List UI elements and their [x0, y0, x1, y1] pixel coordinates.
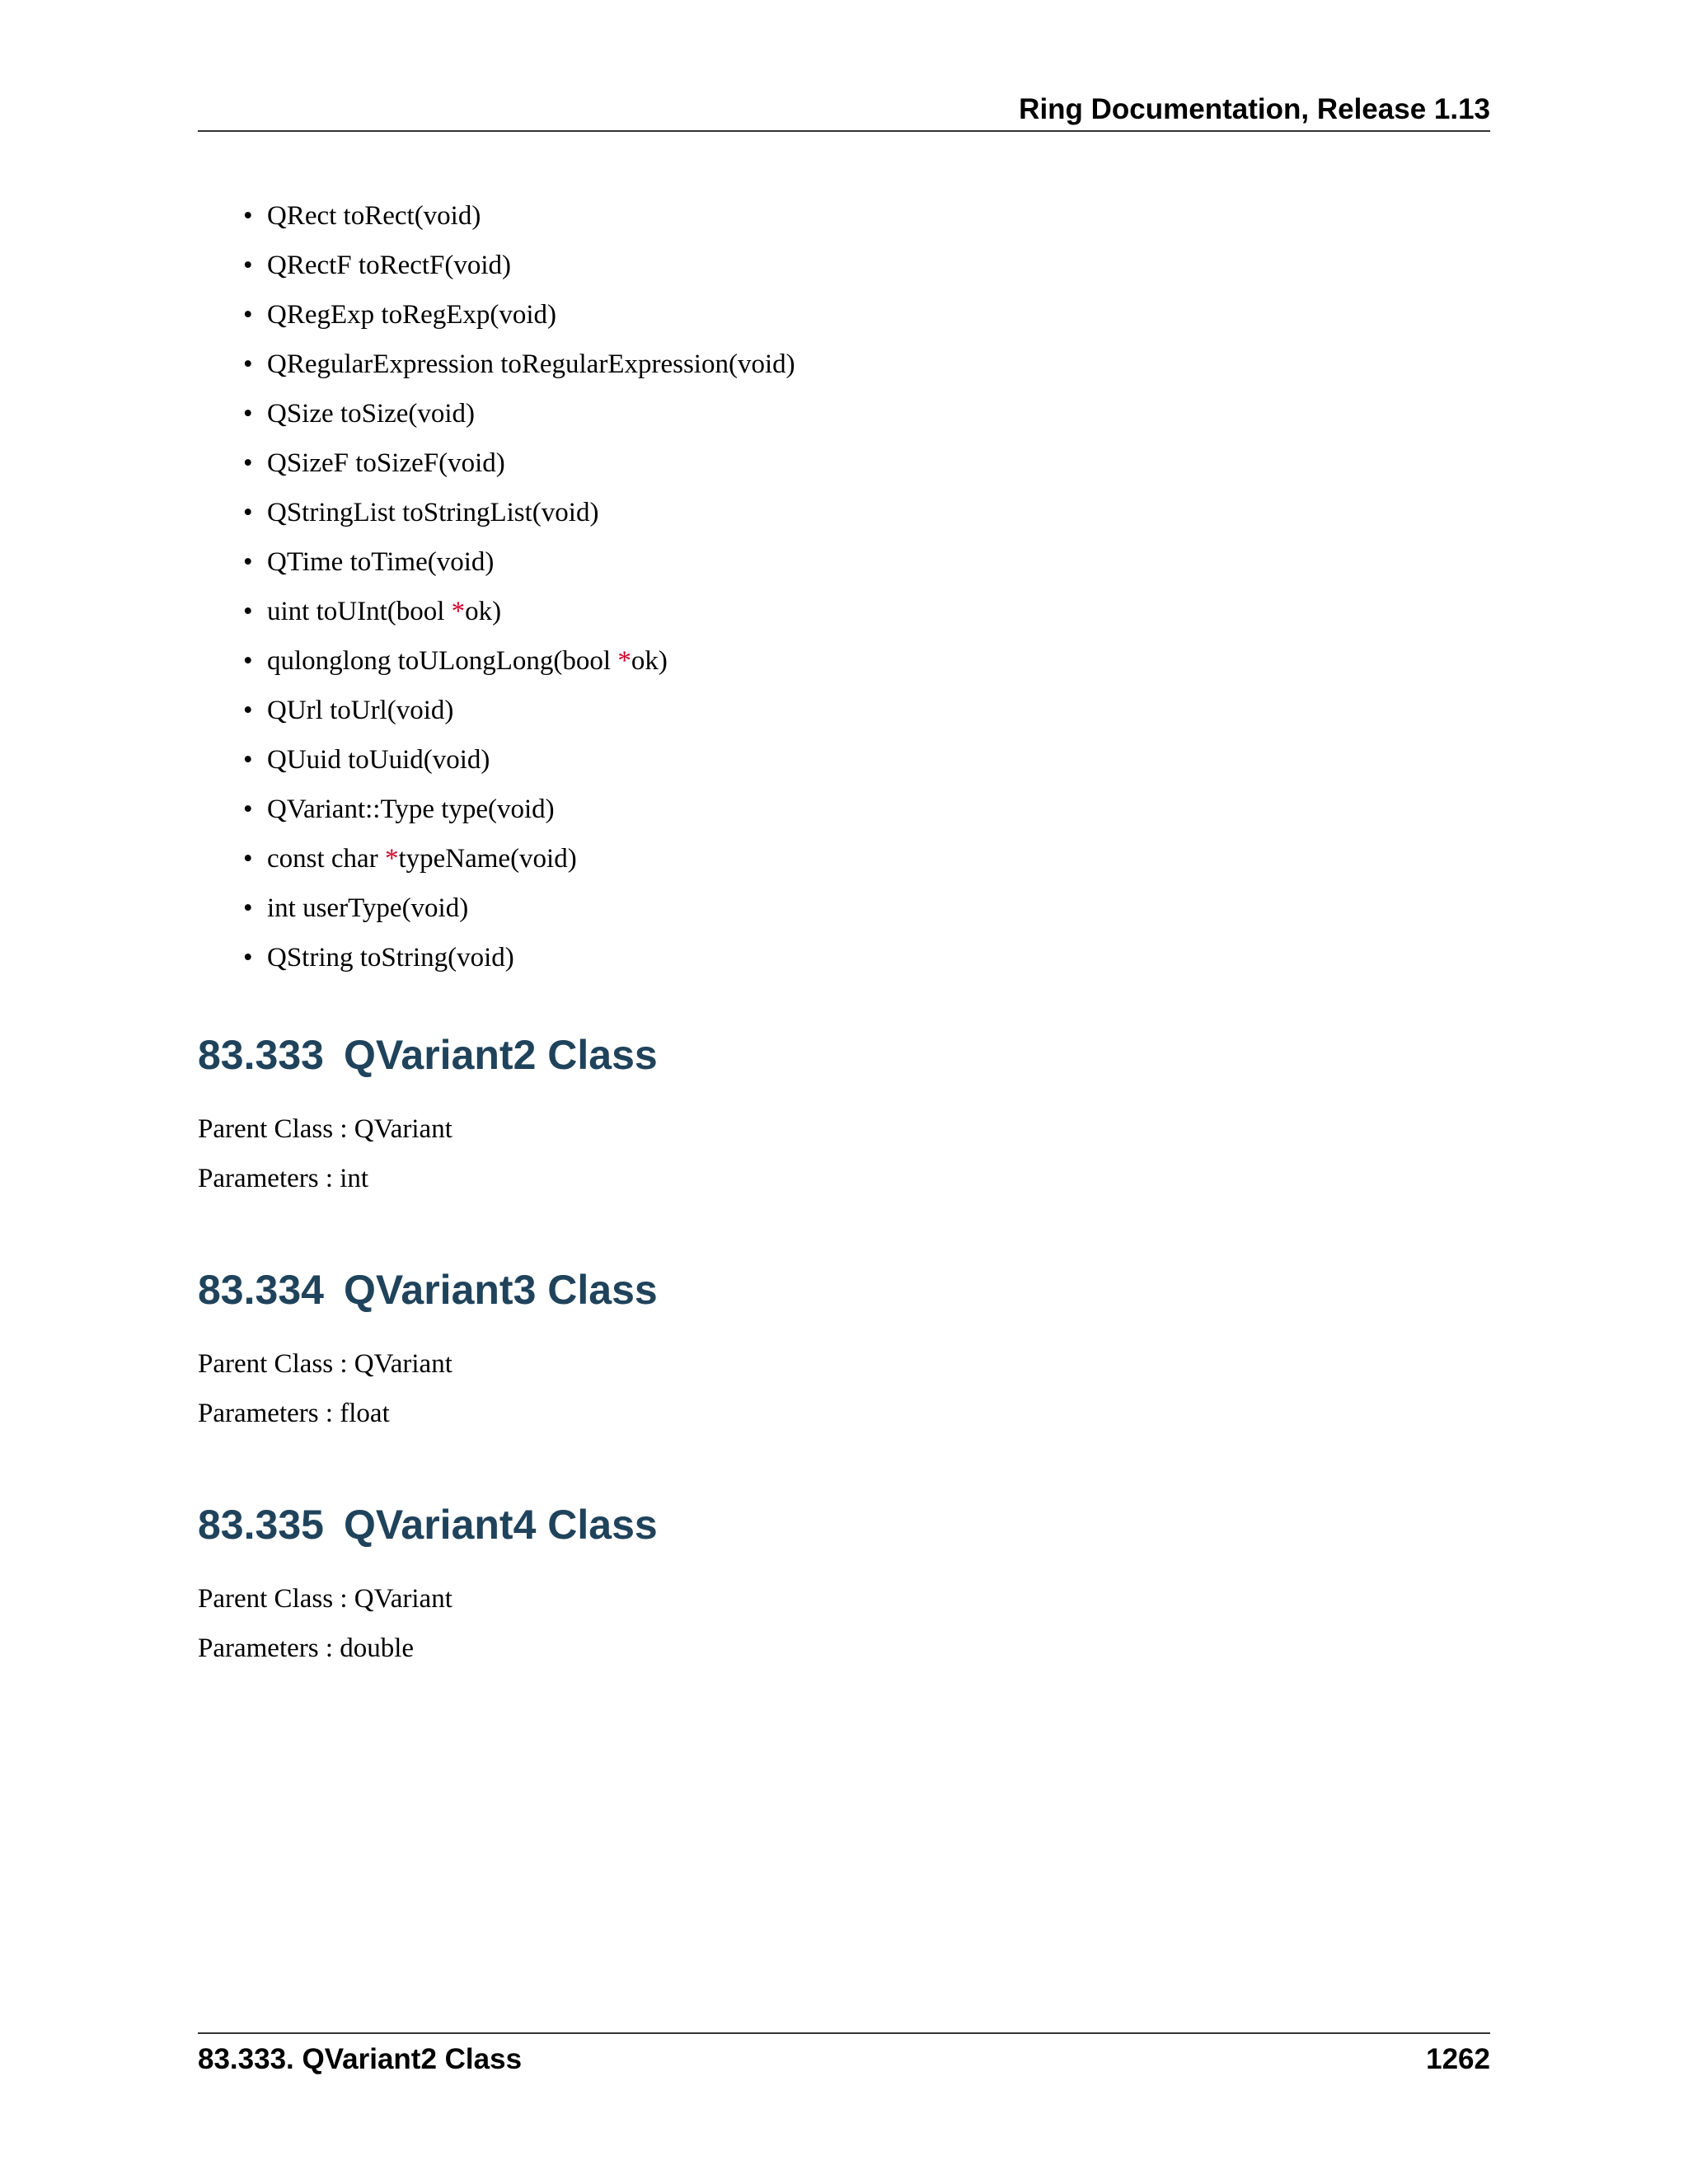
section-number: 83.335 [198, 1502, 324, 1548]
footer-section-title: 83.333. QVariant2 Class [198, 2043, 523, 2075]
bullet: • [243, 794, 253, 824]
method-text: QRectF toRectF(void) [267, 251, 512, 280]
parent-class-text: Parent Class : QVariant [198, 1114, 452, 1144]
bullet: • [243, 943, 253, 972]
bullet: • [243, 349, 253, 379]
method-item [198, 198, 1490, 247]
pointer-star: * [384, 844, 399, 874]
section-heading [198, 1030, 1490, 1080]
method-text: QSizeF toSizeF(void) [267, 448, 505, 478]
method-text-rest: typeName(void) [398, 844, 577, 874]
bullet: • [243, 893, 253, 923]
section-title: QVariant4 Class [343, 1502, 658, 1548]
method-text: int userType(void) [267, 893, 469, 923]
method-text: QUrl toUrl(void) [267, 696, 454, 725]
method-item [198, 742, 1490, 791]
method-text: QRect toRect(void) [267, 201, 481, 231]
method-item [198, 544, 1490, 593]
bullet: • [243, 201, 253, 231]
bullet: • [243, 745, 253, 775]
bullet: • [243, 547, 253, 577]
section-qvariant3 [198, 1265, 1490, 1432]
section-title: QVariant2 Class [343, 1032, 658, 1078]
section-qvariant4 [198, 1500, 1490, 1666]
method-item [198, 692, 1490, 742]
method-item [198, 841, 1490, 890]
bullet: • [243, 448, 253, 478]
method-item [198, 643, 1490, 692]
method-text: const char [267, 844, 385, 874]
bullet: • [243, 696, 253, 725]
parameters-text: Parameters : float [198, 1399, 390, 1428]
method-list [198, 198, 1490, 989]
method-item [198, 297, 1490, 346]
method-text: QRegExp toRegExp(void) [267, 300, 557, 330]
method-text: QString toString(void) [267, 943, 514, 972]
method-item [198, 346, 1490, 396]
method-text: QVariant::Type type(void) [267, 794, 555, 824]
method-text: QSize toSize(void) [267, 399, 476, 429]
bullet: • [243, 597, 253, 626]
parameters-text: Parameters : int [198, 1164, 369, 1193]
method-item [198, 396, 1490, 445]
parameters-text: Parameters : double [198, 1633, 415, 1663]
method-item [198, 593, 1490, 643]
section-number: 83.333 [198, 1032, 324, 1078]
method-item [198, 494, 1490, 544]
bullet: • [243, 399, 253, 429]
section-number: 83.334 [198, 1267, 324, 1313]
method-text-rest: ok) [465, 597, 502, 626]
method-text: uint toUInt(bool [267, 597, 452, 626]
method-text: QStringList toStringList(void) [267, 498, 599, 527]
section-heading [198, 1265, 1490, 1315]
method-text-rest: ok) [631, 646, 668, 676]
method-text: QRegularExpression toRegularExpression(void) [267, 349, 795, 379]
bullet: • [243, 646, 253, 676]
page-header [198, 92, 1490, 132]
pointer-star: * [451, 597, 466, 626]
method-text: QUuid toUuid(void) [267, 745, 490, 775]
method-text: QTime toTime(void) [267, 547, 495, 577]
method-item [198, 890, 1490, 940]
method-item [198, 940, 1490, 989]
header-title: Ring Documentation, Release 1.13 [1019, 93, 1490, 125]
section-title: QVariant3 Class [343, 1267, 658, 1313]
page-footer [198, 2032, 1490, 2075]
parent-class-text: Parent Class : QVariant [198, 1349, 452, 1379]
method-item [198, 791, 1490, 841]
section-qvariant2 [198, 1030, 1490, 1197]
page-number: 1262 [1426, 2043, 1490, 2075]
bullet: • [243, 300, 253, 330]
section-heading [198, 1500, 1490, 1549]
pointer-star: * [617, 646, 631, 676]
bullet: • [243, 251, 253, 280]
bullet: • [243, 498, 253, 527]
bullet: • [243, 844, 253, 874]
parent-class-text: Parent Class : QVariant [198, 1584, 452, 1614]
method-item [198, 247, 1490, 297]
method-item [198, 445, 1490, 494]
method-text: qulonglong toULongLong(bool [267, 646, 618, 676]
